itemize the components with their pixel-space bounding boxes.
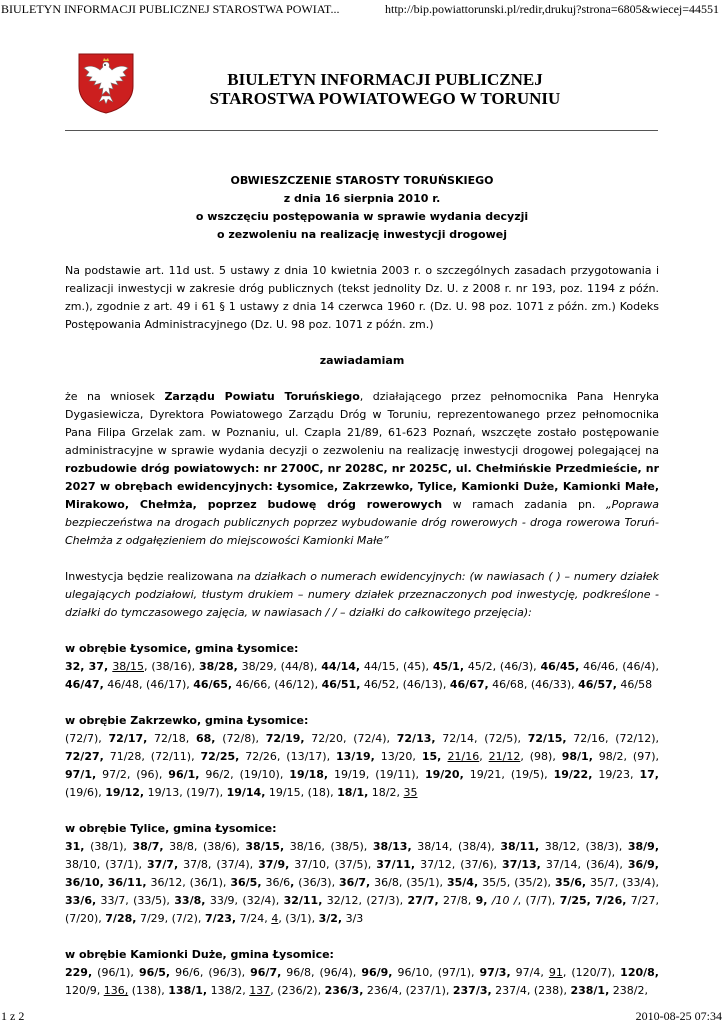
text-run: 27/8, — [438, 894, 476, 907]
text-run: 236/4, (237/1), — [363, 984, 453, 997]
heading-line: o wszczęciu postępowania w sprawie wydania decyzji — [195, 210, 529, 223]
text-run: 96/2, (19/10), — [199, 768, 290, 781]
text-run: Zarządu Powiatu Toruńskiego — [164, 390, 360, 403]
text-run: 32/12, (27/3), — [322, 894, 408, 907]
text-run: 36/5, — [230, 876, 262, 889]
text-run: , — [290, 876, 295, 889]
section-heading: w obrębie Tylice, gmina Łysomice: — [65, 822, 277, 835]
text-run: 97/2, (96), — [96, 768, 169, 781]
text-run: 72/16, (72/12), — [566, 732, 660, 745]
text-run: 72/26, (13/17), — [239, 750, 336, 763]
text-run: 37/12, (37/6), — [415, 858, 503, 871]
text-run: 72/15, — [527, 732, 567, 745]
text-run: 18/1, — [337, 786, 369, 799]
text-run: (96/1), — [92, 966, 139, 979]
text-run: 46/47, — [65, 678, 104, 691]
text-run: 32, 37, — [65, 660, 113, 673]
text-run: 46/45, — [540, 660, 580, 673]
section-heading: w obrębie Kamionki Duże, gmina Łysomice: — [65, 948, 334, 961]
text-run: 138/2, — [207, 984, 250, 997]
text-run: 120/8, — [620, 966, 659, 979]
eagle-crest-icon — [75, 52, 137, 114]
text-run: , — [479, 750, 489, 763]
document-body — [65, 172, 659, 1000]
text-run: 38/13, — [372, 840, 412, 853]
text-run: 38/12, (38/3), — [539, 840, 628, 853]
text-run: 37/14, (36/4), — [540, 858, 628, 871]
text-run: 72/19, — [265, 732, 305, 745]
section-heading: w obrębie Zakrzewko, gmina Łysomice: — [65, 714, 309, 727]
text-run: 46/48, (46/17), — [103, 678, 194, 691]
text-run: 7/26, — [595, 894, 627, 907]
text-run: 35/4, — [446, 876, 479, 889]
site-title — [150, 70, 620, 108]
text-run: Inwestycja będzie realizowana — [65, 570, 238, 583]
text-run: 19/18, — [289, 768, 329, 781]
text-run: (38/1), — [84, 840, 133, 853]
text-run: rozbudowie dróg powiatowych: nr 2700C, nr 2028C, nr 2025C, ul. Chełmińskie Przedmieście, nr 2027 w obrębach ewidencyjnych: Łysomice, Zakrzewko, Tylice, Kamionki Duże, Kamionki Małe, Mirakowo, Chełmża, poprzez budowę dróg rowerowych — [65, 462, 659, 511]
text-run: 97/1, — [65, 768, 97, 781]
text-run: że na wniosek — [65, 390, 165, 403]
text-run: 46/67, — [449, 678, 489, 691]
text-run: 136, — [103, 984, 129, 997]
header-divider — [65, 130, 658, 131]
notice-paragraph — [65, 388, 659, 550]
section-heading: w obrębie Łysomice, gmina Łysomice: — [65, 642, 299, 655]
site-title-line2: STAROSTWA POWIATOWEGO W TORUNIU — [209, 89, 561, 108]
heading-line: z dnia 16 sierpnia 2010 r. — [283, 192, 441, 205]
text-run: 96/7, — [250, 966, 282, 979]
text-run: 36/10, — [65, 876, 104, 889]
parcel-list — [65, 730, 659, 802]
text-run: 36/6 — [261, 876, 291, 889]
text-run: (72/7), — [65, 732, 109, 745]
text-run: 46/57, — [578, 678, 617, 691]
text-run: 36/7, — [339, 876, 371, 889]
text-run: 33/7, (33/5), — [96, 894, 175, 907]
text-run: 38/10, (37/1), — [65, 858, 147, 871]
text-run: „Poprawa bezpieczeństwa na drogach publicznych poprzez wybudowanie dróg rowerowych - droga rowerowa Toruń-Chełmża z odgałęzieniem do miejscowości Kamionki Małe” — [65, 498, 659, 547]
text-run: 3/2, — [318, 912, 343, 925]
text-run: (138), — [128, 984, 169, 997]
text-run: 19/13, (19/7), — [144, 786, 227, 799]
text-run: 46/52, (46/13), — [360, 678, 450, 691]
text-run: 7/27, (7/20), — [65, 894, 659, 925]
text-run: 44/14, — [321, 660, 361, 673]
text-run: 237/3, — [452, 984, 492, 997]
text-run: 15, — [421, 750, 448, 763]
text-run: /10 / — [491, 894, 518, 907]
text-run: (72/8), — [215, 732, 266, 745]
text-run: 68, — [196, 732, 216, 745]
text-run: 238/2, — [609, 984, 648, 997]
text-run: 7/24, — [236, 912, 272, 925]
text-run: 37/11, — [376, 858, 416, 871]
text-run: 19/22, — [553, 768, 593, 781]
text-run: (36/3), — [294, 876, 340, 889]
text-run: 46/65, — [193, 678, 233, 691]
text-run: 38/11, — [500, 840, 540, 853]
text-run: 38/14, (38/4), — [411, 840, 501, 853]
parcel-list — [65, 658, 659, 694]
page-counter: 1 z 2 — [1, 1009, 25, 1023]
text-run: 19/14, — [226, 786, 266, 799]
text-run: 96/5, — [138, 966, 171, 979]
text-run: 36/12, (36/1), — [146, 876, 231, 889]
text-run: 19/23, — [592, 768, 640, 781]
text-run: 72/18, — [147, 732, 196, 745]
text-run: 19/15, (18), — [265, 786, 338, 799]
text-run: 72/25, — [200, 750, 240, 763]
text-run: 33/8, — [174, 894, 206, 907]
text-run: 35/7, (33/4), — [586, 876, 659, 889]
text-run: 120/9, — [65, 984, 104, 997]
print-header-url[interactable]: http://bip.powiattorunski.pl/redir,drukuj?strona=6805&wiecej=44551 — [385, 2, 720, 16]
text-run: 18/2, — [368, 786, 404, 799]
text-run: na działkach o numerach ewidencyjnych: (w nawiasach ( ) – numery działek ulegających podziałowi, tłustym drukiem – numery działek przeznaczonych pod inwestycję, podkreślone - działki do tymczasowego zajęcia, w nawiasach / / – działki do całkowitego przejęcia): — [65, 570, 659, 619]
text-run: 46/58 — [616, 678, 653, 691]
text-run: 33/6, — [65, 894, 97, 907]
text-run: 97/4, — [510, 966, 549, 979]
text-run: 38/16, (38/5), — [284, 840, 373, 853]
text-run: 96/6, (96/3), — [170, 966, 251, 979]
text-run: 72/13, — [396, 732, 436, 745]
text-run: 46/46, (46/4), — [579, 660, 659, 673]
text-run: 7/28, — [105, 912, 137, 925]
text-run: 36/11, — [107, 876, 147, 889]
investment-paragraph — [65, 568, 659, 622]
text-run: 38/28, — [198, 660, 238, 673]
text-run: , (38/16), — [144, 660, 199, 673]
text-run: 21/16 — [447, 750, 480, 763]
text-run: 19/12, — [105, 786, 145, 799]
text-run: 19/19, (19/11), — [328, 768, 425, 781]
text-run: 9, — [475, 894, 488, 907]
text-run: 96/9, — [361, 966, 393, 979]
text-run: 91 — [548, 966, 563, 979]
text-run: 37/10, (37/5), — [289, 858, 377, 871]
text-run: 35/6, — [554, 876, 587, 889]
text-run: 37/8, (37/4), — [178, 858, 259, 871]
heading-line: o zezwoleniu na realizację inwestycji drogowej — [217, 228, 507, 241]
text-run: 27/7, — [407, 894, 439, 907]
text-run: 35/5, (35/2), — [478, 876, 555, 889]
text-run: 32/11, — [283, 894, 323, 907]
text-run: 72/27, — [65, 750, 104, 763]
text-run: 44/15, (45), — [360, 660, 433, 673]
site-title-line1: BIULETYN INFORMACJI PUBLICZNEJ — [227, 70, 543, 89]
text-run: 36/9, — [627, 858, 659, 871]
text-run: 37/13, — [502, 858, 541, 871]
text-run: , (120/7), — [562, 966, 621, 979]
text-run: 137 — [249, 984, 271, 997]
text-run: 37/7, — [146, 858, 179, 871]
text-run: 21/12 — [488, 750, 521, 763]
text-run: 13/20, — [374, 750, 422, 763]
print-timestamp: 2010-08-25 07:34 — [635, 1009, 722, 1023]
text-run: 237/4, (238), — [491, 984, 571, 997]
text-run: 19/21, (19/5), — [463, 768, 554, 781]
print-header-title: BIULETYN INFORMACJI PUBLICZNEJ STAROSTWA POWIAT... — [1, 2, 340, 16]
text-run: 7/23, — [204, 912, 237, 925]
text-run: 33/9, (32/4), — [205, 894, 284, 907]
text-run: 38/7, — [132, 840, 164, 853]
parcel-list — [65, 838, 659, 928]
text-run: , (236/2), — [270, 984, 325, 997]
text-run: 46/51, — [321, 678, 361, 691]
text-run: 71/28, (72/11), — [103, 750, 201, 763]
text-run: 7/29, (7/2), — [136, 912, 205, 925]
text-run: 38/15 — [112, 660, 145, 673]
text-run: 38/8, (38/6), — [163, 840, 246, 853]
text-run: 36/8, (35/1), — [370, 876, 447, 889]
text-run: 72/17, — [108, 732, 148, 745]
text-run: w ramach zadania pn. — [442, 498, 606, 511]
text-run: 45/2, (46/3), — [464, 660, 541, 673]
text-run: 4 — [271, 912, 279, 925]
announcement-word: zawiadamiam — [319, 354, 405, 367]
text-run: 38/15, — [245, 840, 285, 853]
text-run: 97/3, — [479, 966, 511, 979]
text-run: 35 — [403, 786, 418, 799]
text-run: , działającego przez pełnomocnika Pana Henryka Dygasiewicza, Dyrektora Powiatowego Zarządu Dróg w Toruniu, reprezentowanego przez pełnomocnika Pana Filipa Grzelak zam. w Poznaniu, ul. Czapla 21/89, 61-623 Poznań, wszczęte zostało postępowanie administracyjne w sprawie wydania decyzji o zezwoleniu na realizację inwestycji drogowej polegającej na — [65, 390, 659, 457]
text-run: 45/1, — [432, 660, 465, 673]
legal-basis-paragraph: Na podstawie art. 11d ust. 5 ustawy z dnia 10 kwietnia 2003 r. o szczególnych zasadach przygotowania i realizacji inwestycji w zakresie dróg publicznych (tekst jednolity Dz. U. z 2008 r. nr 193, poz. 1194 z późn. zm.), zgodnie z art. 49 i 61 § 1 ustawy z dnia 14 czerwca 1960 r. (Dz. U. 98 poz. 1071 z późn. zm.) Kodeks Postępowania Administracyjnego (Dz. U. 98 poz. 1071 z późn. zm.) — [65, 264, 659, 331]
text-run: 138/1, — [168, 984, 208, 997]
text-run: 3/3 — [342, 912, 364, 925]
text-run: 13/19, — [336, 750, 375, 763]
text-run: 236/3, — [324, 984, 364, 997]
text-run: , (98), — [520, 750, 562, 763]
text-run: 96/10, (97/1), — [392, 966, 480, 979]
text-run: 229, — [65, 966, 93, 979]
heading-line: OBWIESZCZENIE STAROSTY TORUŃSKIEGO — [230, 174, 494, 187]
text-run: (19/6), — [65, 786, 106, 799]
text-run: 19/20, — [424, 768, 464, 781]
text-run: 46/66, (46/12), — [232, 678, 322, 691]
text-run: 72/14, (72/5), — [435, 732, 528, 745]
text-run: 72/20, (72/4), — [304, 732, 397, 745]
text-run: 38/9, — [627, 840, 660, 853]
text-run: 98/1, — [561, 750, 593, 763]
text-run: , (7/7), — [517, 894, 560, 907]
parcel-list — [65, 964, 659, 1000]
text-run: 46/68, (46/33), — [488, 678, 579, 691]
text-run: 98/2, (97), — [592, 750, 659, 763]
text-run: 38/29, (44/8), — [237, 660, 322, 673]
text-run: 96/8, (96/4), — [281, 966, 362, 979]
text-run: 238/1, — [570, 984, 610, 997]
document-heading — [65, 172, 659, 244]
text-run: 96/1, — [168, 768, 200, 781]
text-run: , (3/1), — [278, 912, 319, 925]
text-run: 7/25, — [559, 894, 591, 907]
text-run: 37/9, — [258, 858, 290, 871]
text-run: 31, — [65, 840, 85, 853]
text-run: 17, — [639, 768, 659, 781]
